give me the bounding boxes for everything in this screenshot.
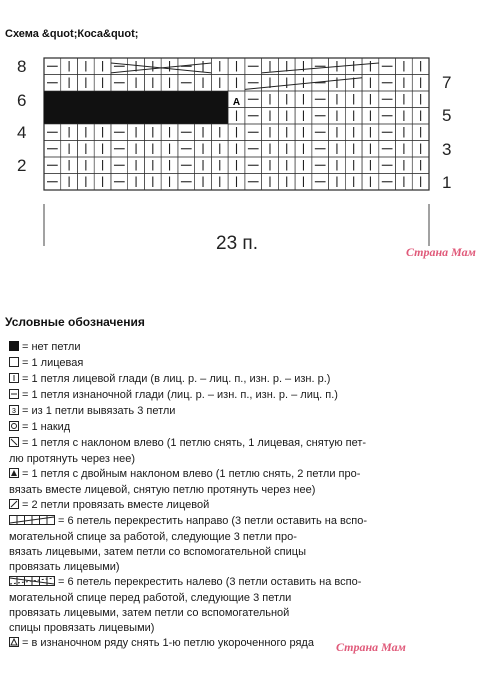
legend-item [9,388,479,404]
row-number-2: 2 [17,156,27,175]
row-number-8: 8 [17,57,27,76]
short-row-icon [9,637,19,652]
svg-text:3: 3 [12,408,16,415]
empty-square-icon [9,357,19,372]
cell-a-label: A [232,97,241,108]
legend-item [9,404,479,420]
watermark-top: Страна Мам [406,245,476,259]
row-number-4: 4 [17,123,27,142]
watermark-bottom: Страна Мам [336,640,406,654]
legend-title: Условные обозначения [5,315,145,329]
legend-item [9,514,479,575]
legend-item [9,575,479,636]
legend-item-text: = 1 петля лицевой глади (в лиц. р. – лиц. п., изн. р. – изн. р.) [22,373,331,385]
row-number-3: 3 [442,140,452,159]
legend-item [9,356,479,372]
legend-item [9,420,479,436]
filled-square-icon [9,341,19,356]
legend-list [9,340,479,652]
knit-stitch-icon [9,373,19,388]
yarn-over-icon [9,421,19,436]
legend-item [9,636,479,652]
legend-item-text: = 1 петля с двойным наклоном влево (1 петлю снять, 2 петли про- вязать вместе лицевой, снятую петлю протянуть через нее) [9,468,361,496]
legend-item [9,498,479,514]
legend-item [9,340,479,356]
chart-title: Схема &quot;Коса&quot; [5,28,139,40]
double-decrease-icon [9,468,19,483]
legend-item-text: = 1 лицевая [22,357,84,369]
purl-stitch-icon [9,389,19,404]
legend-item-text: = 1 петля с наклоном влево (1 петлю снять, 1 лицевая, снятую пет- лю протянуть через нее) [9,437,367,465]
legend-item-text: = 1 петля изнаночной глади (лиц. р. – изн. п., изн. р. – лиц. п.) [22,389,338,401]
legend-item-text: = в изнаночном ряду снять 1-ю петлю укороченного ряда [22,637,314,649]
three-from-one-icon [9,405,19,420]
legend-item-text: = 2 петли провязать вместе лицевой [22,499,210,511]
legend-item-text: = нет петли [22,341,81,353]
legend-item [9,372,479,388]
legend-item-text: = 1 накид [22,421,71,433]
knit-two-together-icon [9,499,19,514]
left-slant-icon [9,437,19,452]
legend-item [9,467,479,498]
row-number-7: 7 [442,73,452,92]
left-cross-icon [9,576,55,591]
row-number-5: 5 [442,106,452,125]
no-stitch-block [44,91,228,124]
row-number-1: 1 [442,173,452,192]
legend-item-text: = 6 петель перекрестить налево (3 петли оставить на вспо- могательной спице перед работой, следующие 3 петли провязать лицевыми, затем петли со вспомогательной спицы провязать лицевыми) [9,576,362,634]
legend-item-text: = из 1 петли вывязать 3 петли [22,405,176,417]
legend-item-text: = 6 петель перекрестить направо (3 петли оставить на вспо- могательной спице за работой, следующие 3 петли про- вязать лицевыми, затем петли со вспомогательной спицы провязать лицевыми) [9,515,368,573]
right-cross-icon [9,515,55,530]
legend-item [9,436,479,467]
stitch-count-label: 23 п. [216,233,258,254]
row-number-6: 6 [17,91,27,110]
